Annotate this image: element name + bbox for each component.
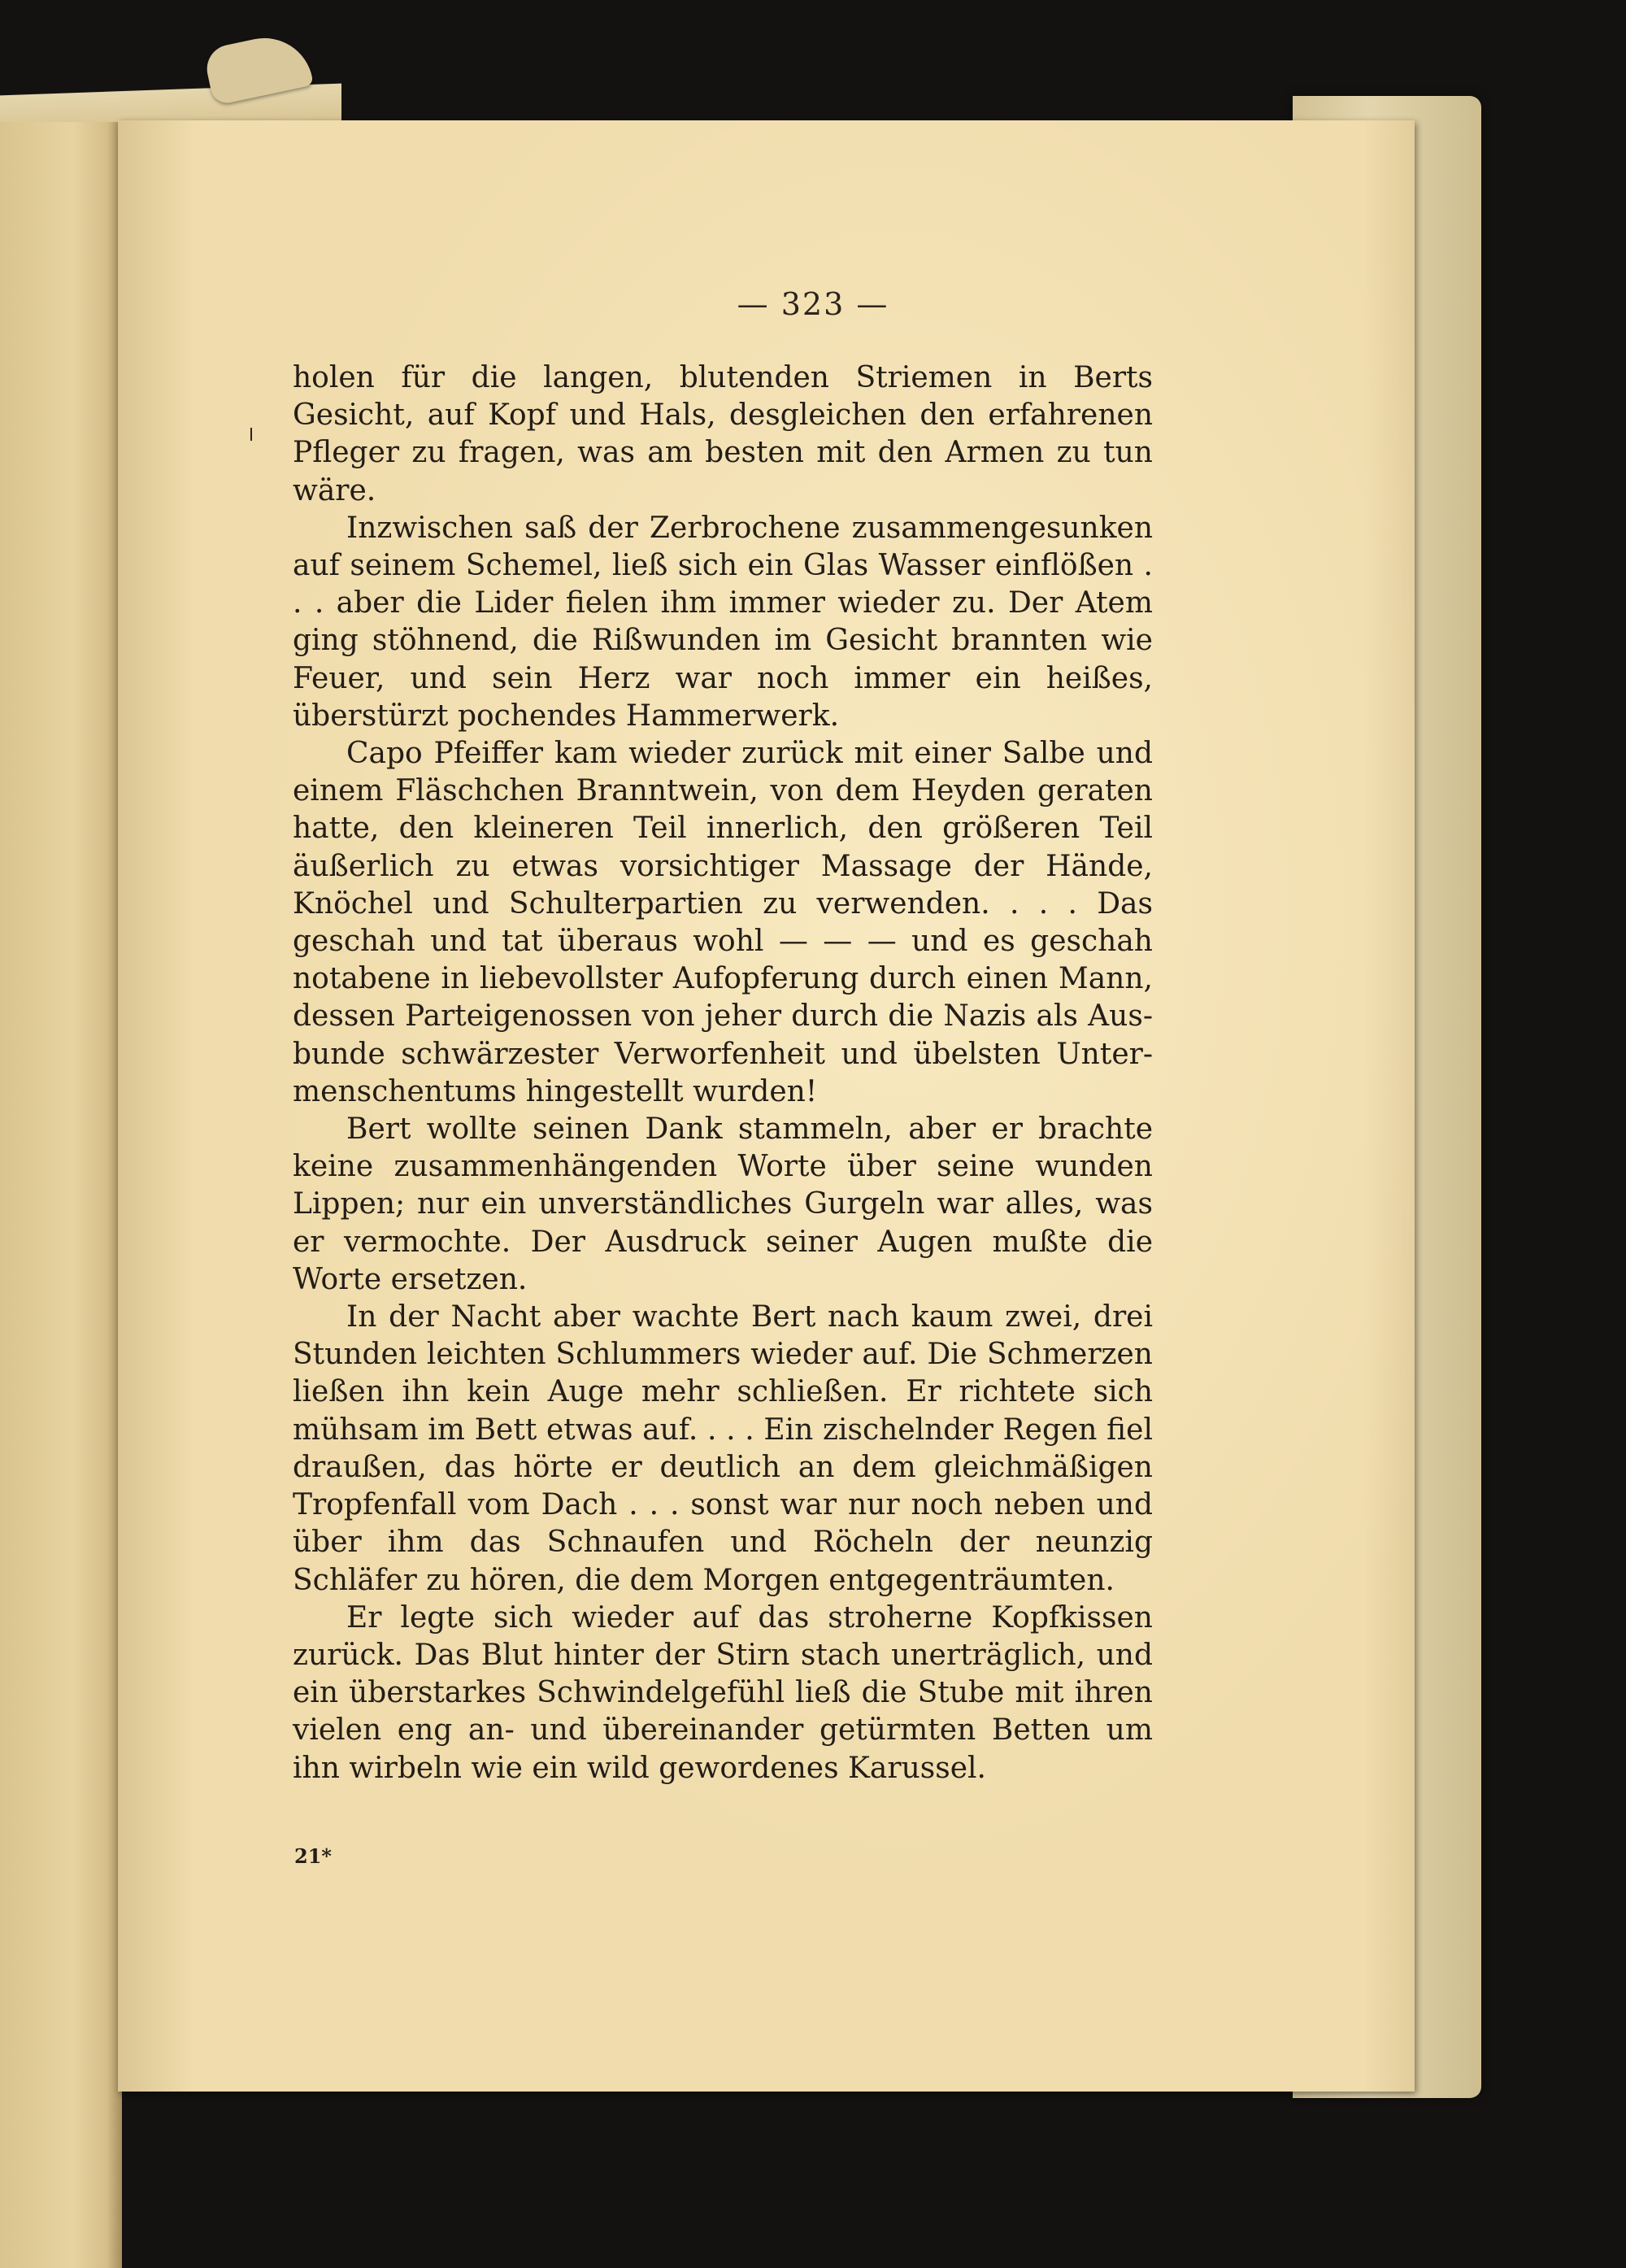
page-number: — 323 — <box>737 286 889 322</box>
gutter-mark <box>250 428 252 441</box>
paragraph: Capo Pfeiffer kam wieder zurück mit einer Salbe und einem Fläschchen Branntwein, von dem Heyden geraten hatte, den kleineren Teil innerlich, den größeren Teil äußerlich zu etwas vorsichtiger Massage der Hände, Knöchel und Schulterpartien zu verwenden. . . . Das geschah und tat überaus wohl — — — und es geschah notabene in liebevollster Aufopferung durch einen Mann, dessen Parteigenossen von jeher durch die Nazis als Ausbunde schwärzester Verworfenheit und übelsten Untermenschentums hingestellt wurden! <box>293 737 1153 1108</box>
body-text <box>293 359 1153 1787</box>
paragraph: In der Nacht aber wachte Bert nach kaum zwei, drei Stunden leichten Schlummers wieder auf. Die Schmerzen ließen ihn kein Auge mehr schließen. Er richtete sich mühsam im Bett etwas auf. . . . Ein zischelnder Regen fiel draußen, das hörte er deutlich an dem gleichmäßigen Tropfenfall vom Dach . . . sonst war nur noch neben und über ihm das Schnaufen und Röcheln der neunzig Schläfer zu hören, die dem Morgen entgegenträumten. <box>293 1300 1153 1597</box>
paragraph: Bert wollte seinen Dank stammeln, aber er brachte keine zusammenhängenden Worte über seine wunden Lippen; nur ein unverständliches Gurgeln war alles, was er vermochte. Der Ausdruck seiner Augen mußte die Worte ersetzen. <box>293 1112 1153 1296</box>
printer-signature-mark: 21* <box>294 1844 332 1868</box>
paragraph: Inzwischen saß der Zerbrochene zusammengesunken auf seinem Schemel, ließ sich ein Glas Wasser einflößen . . . aber die Lider fielen ihm immer wieder zu. Der Atem ging stöhnend, die Rißwunden im Gesicht brannten wie Feuer, und sein Herz war noch immer ein heißes, überstürzt pochendes Hammerwerk. <box>293 511 1153 733</box>
paragraph: Er legte sich wieder auf das stroherne Kopfkissen zurück. Das Blut hinter der Stirn stach unerträglich, und ein überstarkes Schwindelgefühl ließ die Stube mit ihren vielen eng an- und übereinander getürmten Betten um ihn wirbeln wie ein wild gewordenes Karussel. <box>293 1600 1153 1785</box>
paragraph: holen für die langen, blutenden Striemen in Berts Gesicht, auf Kopf und Hals, desgleichen den erfahrenen Pfleger zu fragen, was am besten mit den Armen zu tun wäre. <box>293 361 1153 507</box>
left-facing-page <box>0 122 122 2268</box>
